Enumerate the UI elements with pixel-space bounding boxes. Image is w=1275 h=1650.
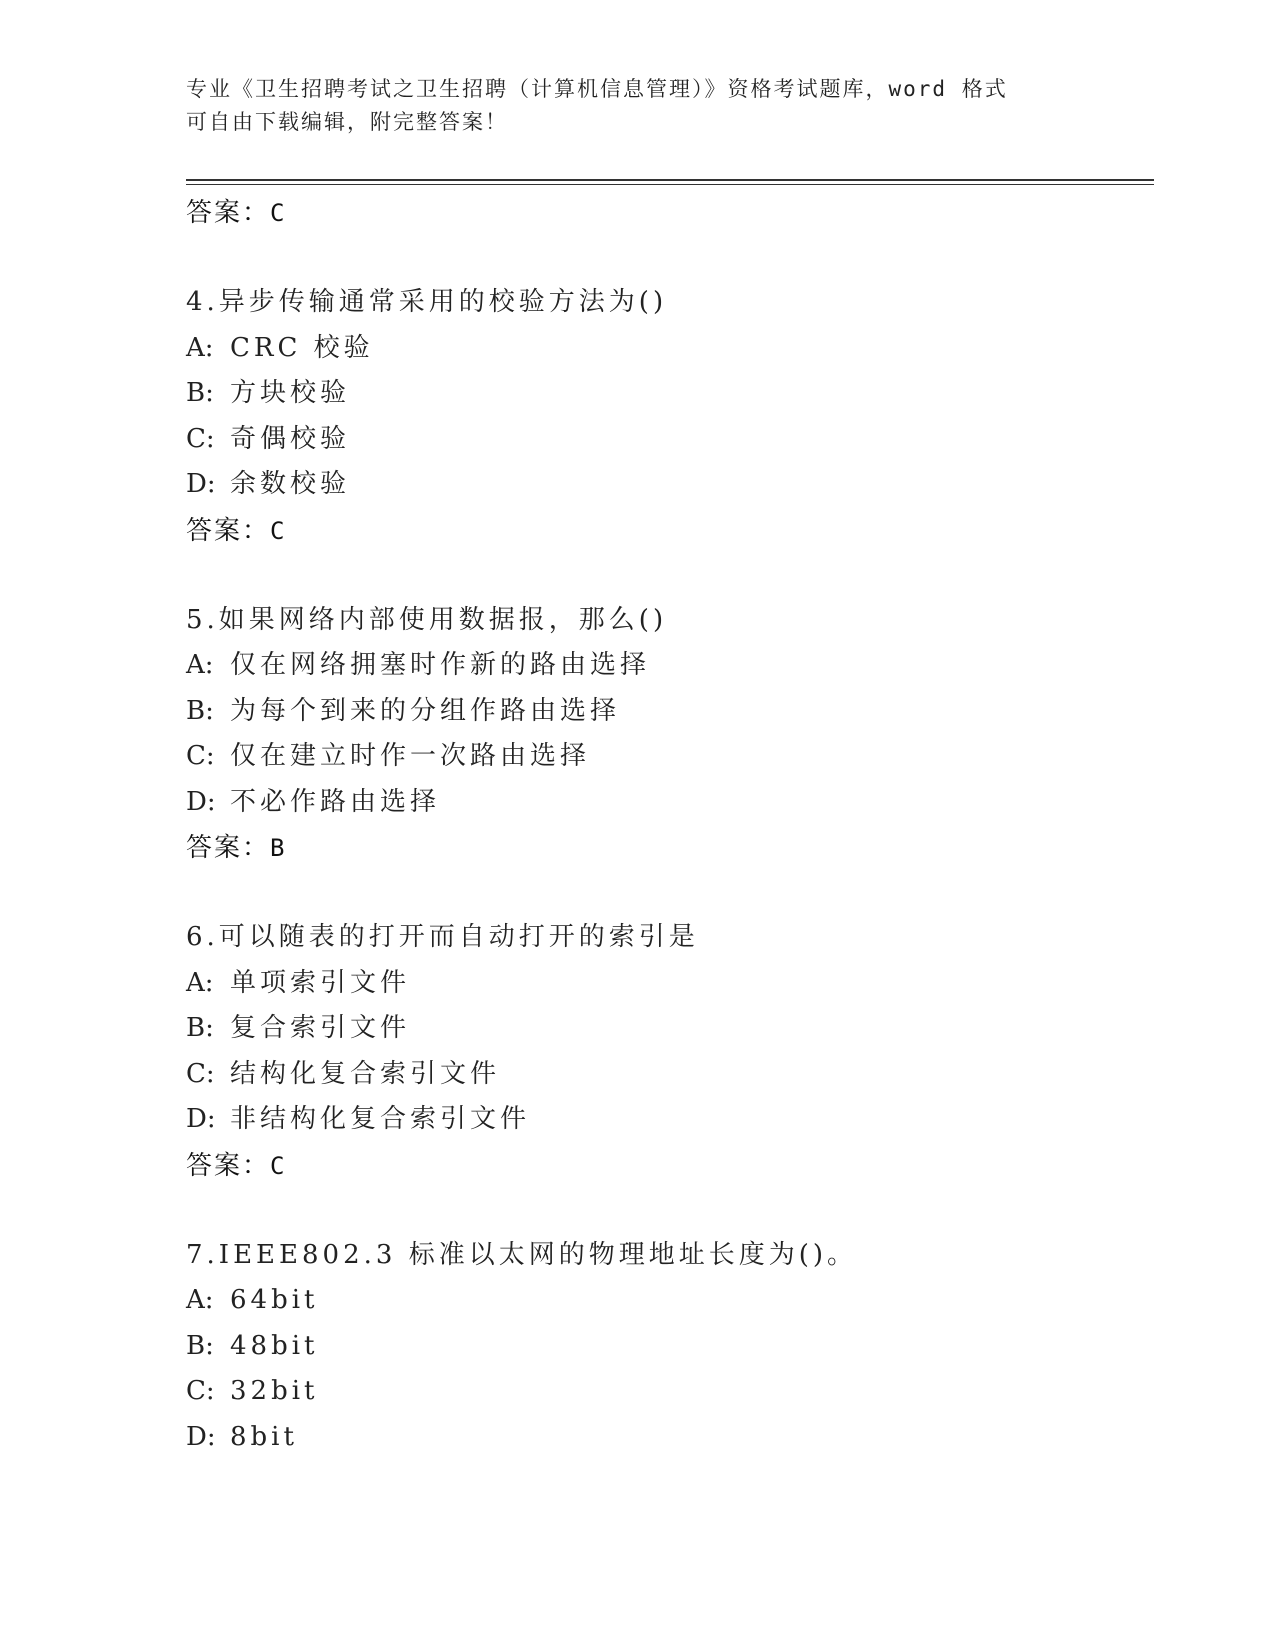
option-letter: D:	[186, 1104, 216, 1134]
question-stem: 5.如果网络内部使用数据报，那么()	[186, 604, 668, 635]
answer-option	[186, 734, 1146, 780]
option-letter: C:	[186, 741, 215, 771]
answer-option	[186, 1415, 1146, 1461]
option-text: 单项索引文件	[230, 967, 411, 998]
answer-value: B	[270, 834, 287, 862]
previous-answer	[186, 190, 1146, 236]
document-header	[186, 73, 1066, 139]
answer-option	[186, 462, 1146, 508]
option-letter: C:	[186, 1376, 215, 1406]
answer-option	[186, 1052, 1146, 1098]
question-list	[186, 190, 1146, 1460]
option-letter: D:	[186, 786, 216, 817]
answer-option	[186, 417, 1146, 463]
question-stem: 4.异步传输通常采用的校验方法为()	[186, 287, 668, 317]
question-gap	[186, 1189, 1146, 1233]
answer-label: 答案：	[186, 515, 271, 546]
option-letter: A:	[186, 650, 214, 680]
answer-option	[186, 1097, 1146, 1143]
question-gap	[186, 554, 1146, 598]
option-text: CRC 校验	[230, 332, 374, 363]
question-gap	[186, 871, 1146, 915]
answer-option	[186, 1369, 1146, 1415]
answer-label: 答案：	[186, 833, 271, 863]
answer-option	[186, 1278, 1146, 1324]
header-divider-thin	[186, 184, 1154, 185]
question-stem: 7.IEEE802.3 标准以太网的物理地址长度为()。	[186, 1239, 858, 1270]
question-gap	[186, 236, 1146, 280]
option-letter: A:	[186, 1285, 214, 1315]
option-text: 不必作路由选择	[230, 786, 441, 817]
answer-value: C	[270, 1151, 287, 1180]
answer-option	[186, 643, 1146, 689]
option-text: 奇偶校验	[230, 423, 351, 454]
answer-option	[186, 689, 1146, 735]
answer-option	[186, 371, 1146, 417]
header-line-2: 可自由下载编辑，附完整答案！	[186, 110, 508, 134]
answer-option	[186, 780, 1146, 826]
question-block	[186, 1233, 1146, 1461]
questions-container	[186, 236, 1146, 1460]
option-letter: B:	[186, 1330, 214, 1361]
option-text: 方块校验	[230, 378, 351, 408]
answer-value: C	[270, 199, 287, 227]
option-text: 复合索引文件	[230, 1013, 411, 1043]
question-block	[186, 915, 1146, 1189]
option-letter: A:	[186, 332, 214, 363]
option-letter: B:	[186, 1013, 214, 1043]
option-letter: D:	[186, 1421, 216, 1452]
option-letter: C:	[186, 423, 215, 454]
question-answer	[186, 508, 1146, 554]
option-text: 为每个到来的分组作路由选择	[230, 695, 621, 726]
question-answer	[186, 1143, 1146, 1189]
option-letter: A:	[186, 967, 214, 998]
option-letter: C:	[186, 1058, 215, 1089]
option-text: 仅在网络拥塞时作新的路由选择	[230, 650, 651, 680]
question-block	[186, 598, 1146, 872]
option-text: 32bit	[230, 1376, 319, 1406]
answer-label: 答案：	[186, 1150, 271, 1181]
answer-option	[186, 326, 1146, 372]
option-text: 结构化复合索引文件	[230, 1058, 501, 1089]
option-text: 余数校验	[230, 469, 351, 499]
option-letter: B:	[186, 378, 214, 408]
question-block	[186, 280, 1146, 554]
answer-option	[186, 1324, 1146, 1370]
option-text: 仅在建立时作一次路由选择	[230, 741, 591, 771]
answer-value: C	[270, 516, 287, 545]
question-stem: 6.可以随表的打开而自动打开的索引是	[186, 922, 699, 952]
header-divider-thick	[186, 179, 1154, 181]
option-letter: B:	[186, 695, 214, 726]
answer-label: 答案：	[186, 198, 271, 228]
option-letter: D:	[186, 469, 216, 499]
header-line-1: 专业《卫生招聘考试之卫生招聘（计算机信息管理）》资格考试题库，word 格式	[186, 77, 1008, 101]
option-text: 64bit	[230, 1285, 319, 1315]
option-text: 非结构化复合索引文件	[230, 1104, 531, 1134]
option-text: 8bit	[230, 1421, 298, 1452]
option-text: 48bit	[230, 1330, 319, 1361]
answer-option	[186, 1006, 1146, 1052]
answer-option	[186, 961, 1146, 1007]
question-answer	[186, 825, 1146, 871]
